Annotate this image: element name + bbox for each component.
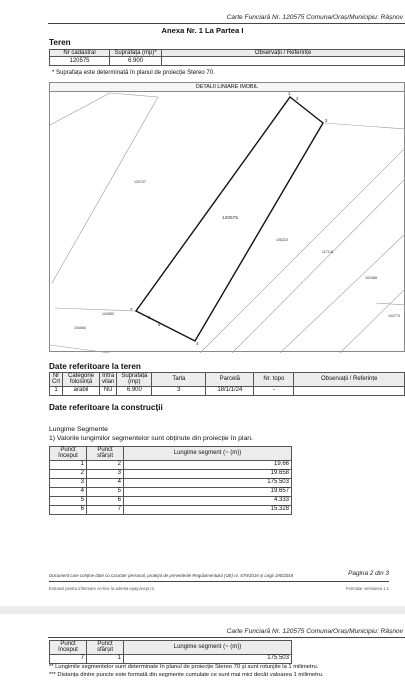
parcel-label: 120575: [222, 216, 239, 221]
table-row: [50, 496, 292, 505]
date-teren-cell-nr-crt: 1: [50, 386, 63, 395]
neighbor-label: 120707: [134, 180, 146, 184]
vertex-label: 1: [288, 91, 291, 96]
neighbor-label: 117141: [322, 250, 334, 254]
boundary-line: [200, 147, 405, 353]
parcel-labels: [74, 180, 400, 330]
date-teren-title: Date referitoare la teren: [49, 362, 141, 371]
footer-rule: [49, 581, 389, 582]
vertex-label: 3: [325, 118, 328, 123]
header-rule: [48, 23, 405, 24]
segment-start: 4: [50, 487, 87, 496]
date-teren-header-observatii: Observații / Referințe: [294, 373, 405, 387]
boundary-line: [324, 123, 405, 129]
neighbor-label: 104584: [74, 326, 86, 330]
teren-cell-nr-cadastral: 120575: [50, 57, 110, 66]
neighbor-label: 106223: [276, 238, 288, 242]
segment-end: 4: [87, 478, 124, 487]
date-teren-cell-tarla: 3: [152, 386, 206, 395]
map-title: DETALII LINIARE IMOBIL: [50, 83, 404, 92]
table-row: [50, 487, 292, 496]
segment-length: 19.66: [124, 460, 292, 469]
vertex-label: 5: [158, 322, 161, 327]
parcel-map: [49, 82, 405, 352]
table-row: [50, 505, 292, 514]
segments-header-length: Lungime segment (~ (m)): [124, 641, 292, 655]
header-reference: Carte Funciară Nr. 120575 Comuna/Oraș/Municipiu: Râșnov: [226, 628, 403, 635]
boundary-line: [280, 233, 405, 353]
segment-start: 7: [50, 654, 87, 663]
header-rule: [48, 637, 405, 638]
vertex-label: 4: [196, 341, 199, 346]
neighbor-label: 104773: [388, 314, 400, 318]
segments-header-end: Punct sfârșit: [87, 447, 124, 461]
page-gap: [0, 606, 405, 614]
segments-table: [49, 446, 292, 515]
teren-cell-observatii: [162, 57, 405, 66]
anexa-title: Anexa Nr. 1 La Partea I: [161, 26, 244, 35]
segment-end: 2: [87, 460, 124, 469]
boundary-line: [340, 288, 405, 353]
segment-start: 5: [50, 496, 87, 505]
teren-cell-suprafata: 6.900: [110, 57, 162, 66]
date-teren-cell-nr-topo: -: [254, 386, 294, 395]
vertex-label: 6: [148, 315, 151, 320]
table-row: [50, 478, 292, 487]
boundary-line: [52, 97, 158, 283]
boundary-line: [110, 93, 158, 97]
date-teren-cell-parcela: 18/1/1/24: [206, 386, 254, 395]
segment-length: 4.333: [124, 496, 292, 505]
table-row: [50, 654, 292, 663]
segment-start: 2: [50, 469, 87, 478]
table-row: [50, 469, 292, 478]
teren-table: [49, 49, 405, 66]
footer-form-version: Formular versiunea 1.1: [345, 586, 389, 591]
segment-end: 1: [87, 654, 124, 663]
segment-end: 7: [87, 505, 124, 514]
date-teren-header-parcela: Parcelă: [206, 373, 254, 387]
table-row: [50, 460, 292, 469]
segment-length: 19.658: [124, 469, 292, 478]
boundary-line: [50, 93, 110, 125]
date-teren-cell-suprafata: 6.900: [117, 386, 152, 395]
neighbor-label: 104580: [102, 312, 114, 316]
segment-length: 175.503: [124, 478, 292, 487]
page-number: Pagina 2 din 3: [348, 570, 389, 577]
date-teren-cell-categorie: arabil: [63, 386, 100, 395]
footer-epay-link[interactable]: Extrasul pentru informare on-line la adresa epay.ancpi.ro: [49, 586, 155, 591]
date-teren-cell-observatii: [294, 386, 405, 395]
parcel-map-svg: [50, 83, 405, 353]
segments-header-start: Punct început: [50, 447, 87, 461]
vertex-label: 2: [296, 96, 299, 101]
lungime-subtitle: 1) Valorile lungimilor segmentelor sunt obținute din proiecție în plan.: [49, 435, 253, 442]
boundary-line: [55, 308, 135, 311]
vertex-label: 7: [130, 307, 133, 312]
date-teren-header-intravilan: Intra vilan: [100, 373, 117, 387]
segment-start: 6: [50, 505, 87, 514]
date-teren-header-tarla: Tarla: [152, 373, 206, 387]
segments-header-start: Punct început: [50, 641, 87, 655]
segment-distance-note: *** Distanța dintre puncte este formată din segmente cumulate ce sunt mai mici decât valoarea 1 milimetru.: [49, 672, 324, 678]
date-teren-header-suprafata: Suprafața (mp): [117, 373, 152, 387]
lungime-title: Lungime Segmente: [49, 426, 108, 433]
segment-end: 6: [87, 496, 124, 505]
segment-start: 1: [50, 460, 87, 469]
segment-end: 3: [87, 469, 124, 478]
segment-start: 3: [50, 478, 87, 487]
surface-note: * Suprafața este determinată în planul de proiecție Stereo 70.: [52, 70, 215, 76]
neighbor-label: 102488: [365, 276, 377, 280]
teren-header-suprafata: Suprafața (mp)*: [110, 50, 162, 57]
boundary-line: [232, 178, 405, 353]
date-teren-cell-intravilan: NU: [100, 386, 117, 395]
segment-length: 19.657: [124, 487, 292, 496]
segment-length: 175.503: [124, 654, 292, 663]
date-constructii-title: Date referitoare la construcții: [49, 403, 163, 412]
boundary-line: [50, 345, 110, 353]
date-teren-header-nr-topo: Nr. topo: [254, 373, 294, 387]
date-teren-table: [49, 372, 405, 396]
segments-header-end: Punct sfârșit: [87, 641, 124, 655]
header-reference: Carte Funciară Nr. 120575 Comuna/Oraș/Municipiu: Râșnov: [226, 14, 403, 21]
segments-header-length: Lungime segment (~ (m)): [124, 447, 292, 461]
teren-header-observatii: Observații / Referințe: [162, 50, 405, 57]
segment-length: 15.328: [124, 505, 292, 514]
teren-title: Teren: [49, 38, 71, 47]
date-teren-header-nr-crt: Nr Crt: [50, 373, 63, 387]
date-teren-header-categorie: Categorie folosință: [63, 373, 100, 387]
segments-table-continued: [49, 640, 292, 664]
document-page-2: [0, 614, 405, 699]
teren-header-nr-cadastral: Nr cadastral: [50, 50, 110, 57]
segment-rounding-note: ** Lungimile segmentelor sunt determinate în planul de proiecție Stereo 70 și sunt rotunjite la 1 milimetru.: [49, 664, 319, 670]
footer-privacy-note: Document care conține date cu caracter personal, protejat de prevederile Regulamentului (UE) nr. 679/2016 și Legii 190/2018: [49, 573, 294, 578]
segment-end: 5: [87, 487, 124, 496]
